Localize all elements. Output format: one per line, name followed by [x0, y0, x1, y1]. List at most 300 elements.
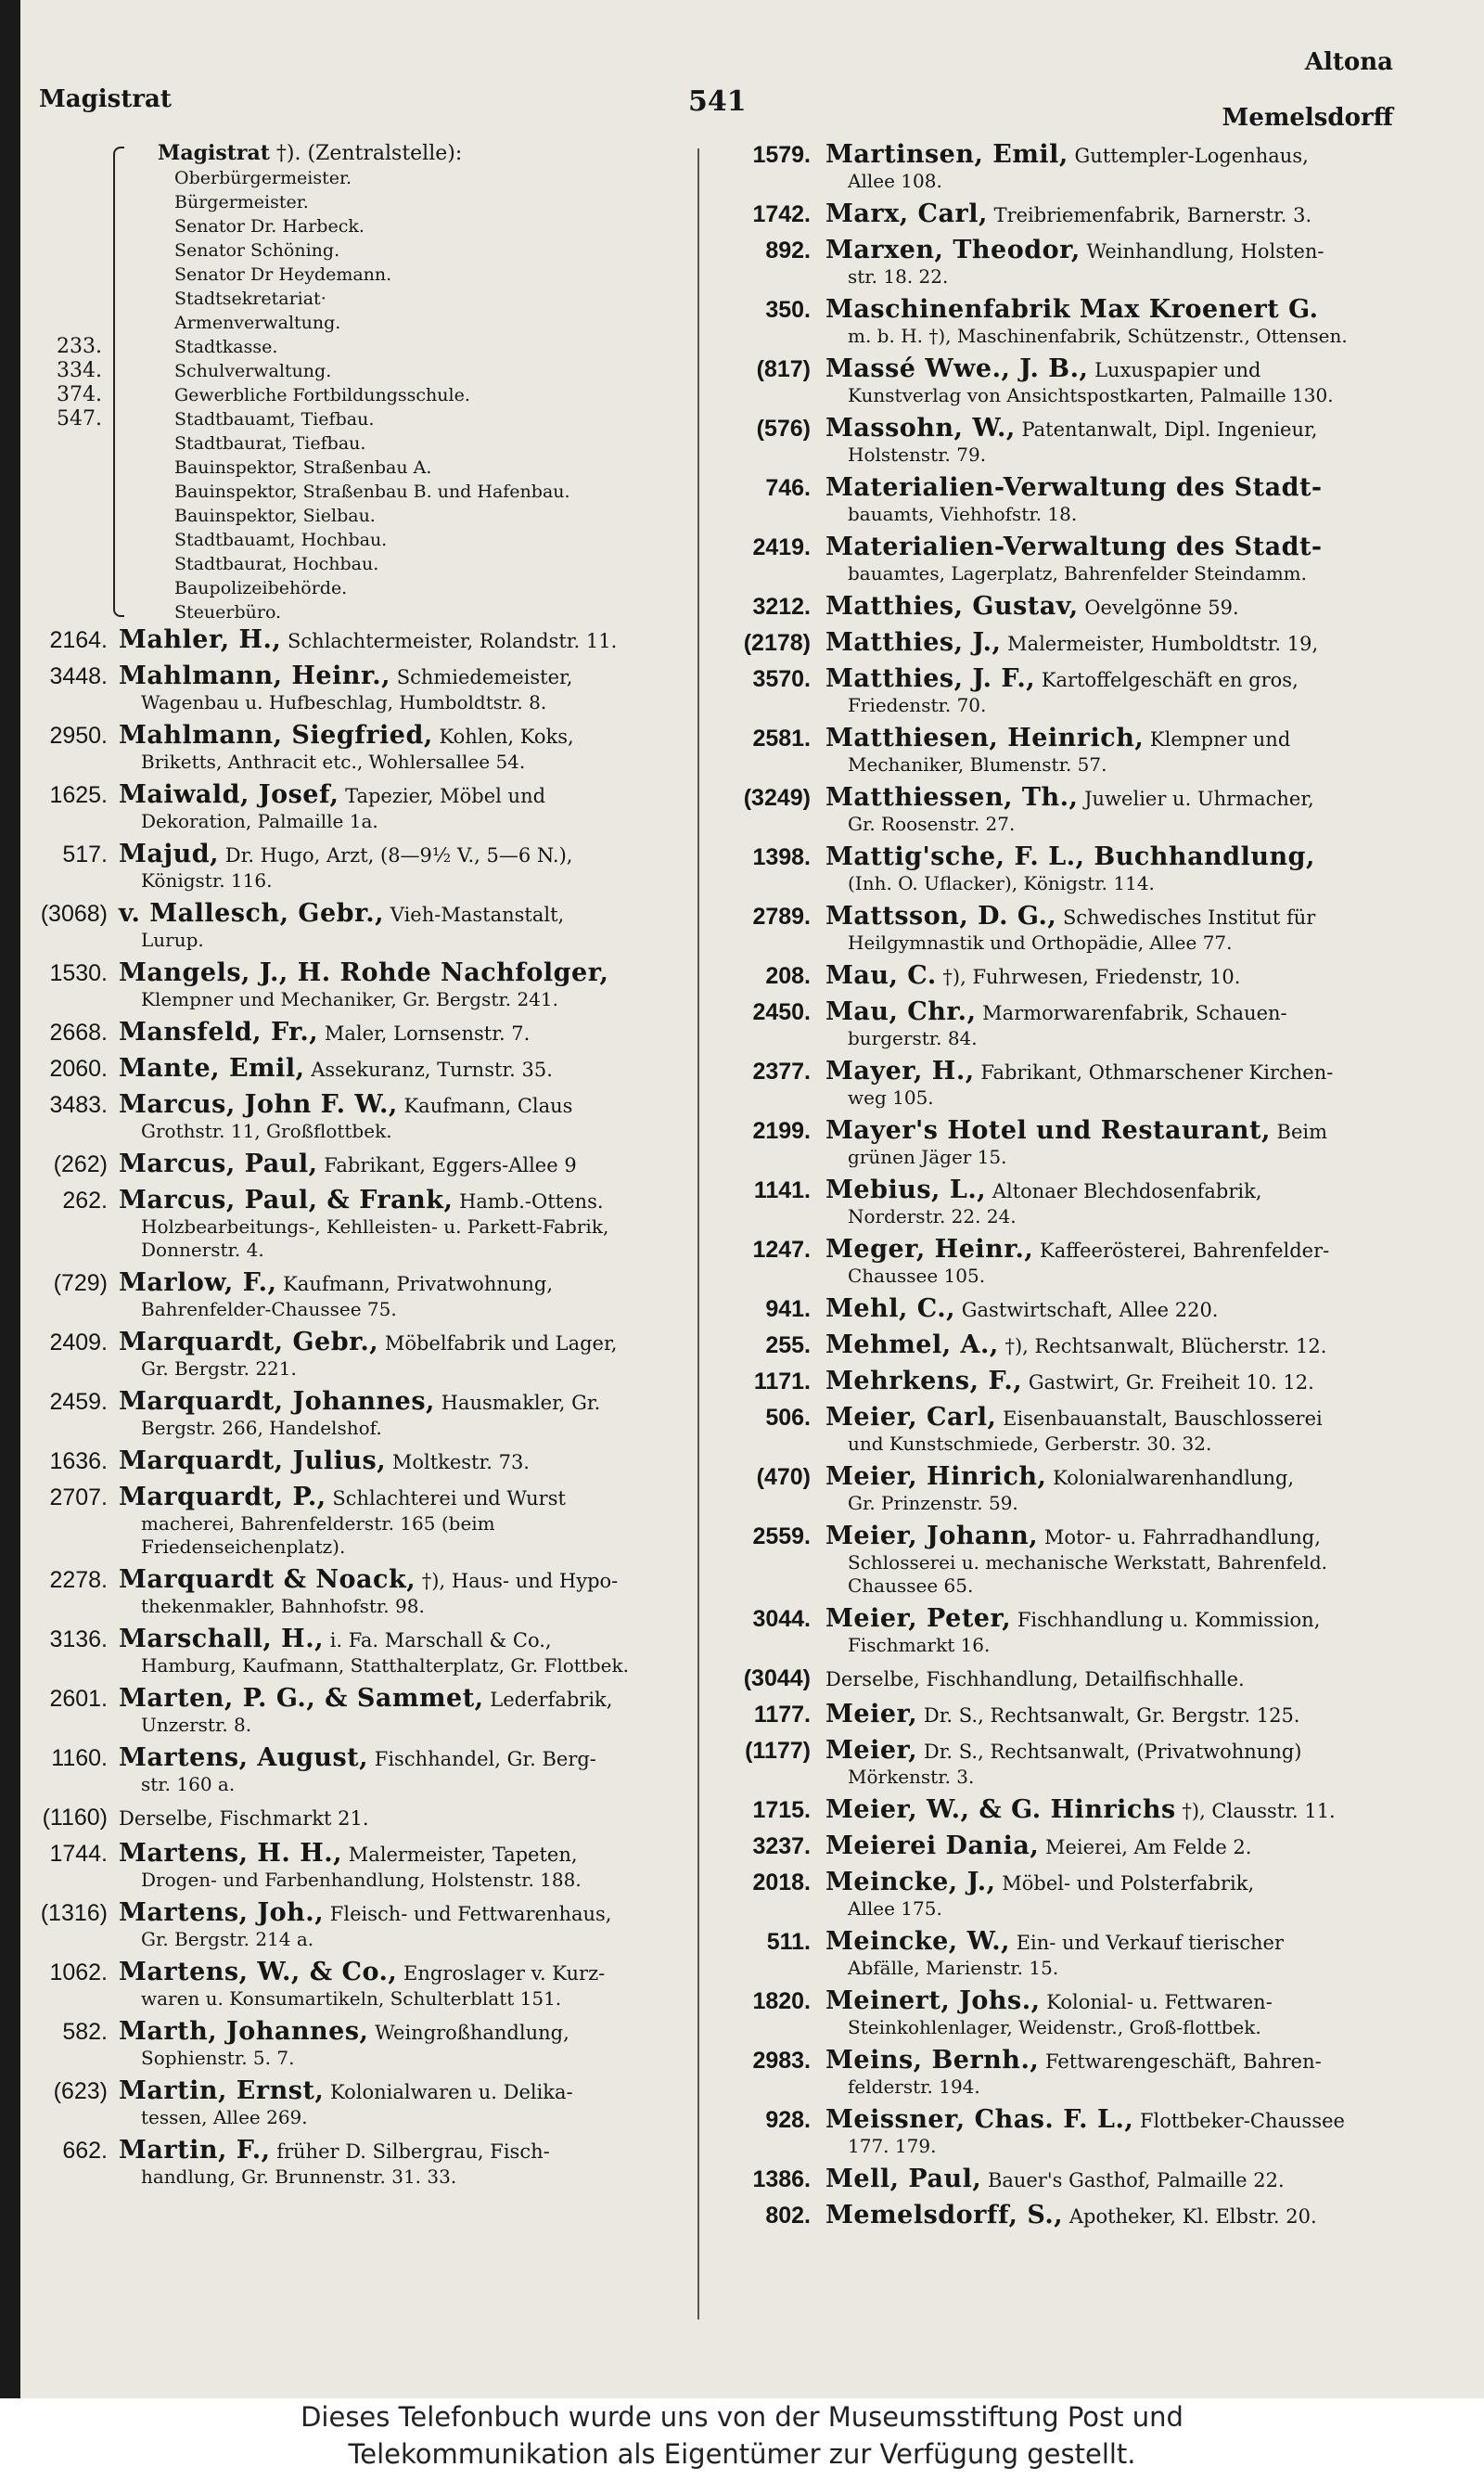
- entry-details: Assekuranz, Turnstr. 35.: [311, 1059, 553, 1081]
- entry-continuation: Friedenstr. 70.: [848, 694, 987, 716]
- magistrat-title: Magistrat: [158, 141, 270, 165]
- entry-continuation: Drogen- und Farbenhandlung, Holstenstr. 188.: [141, 1869, 582, 1891]
- page-number: 541: [688, 85, 747, 118]
- entry-continuation: str. 18. 22.: [848, 265, 949, 288]
- entry-first-line: [119, 1566, 684, 1595]
- entry-name: Martinsen, Emil,: [825, 140, 1068, 169]
- phone-number: (1316): [40, 1900, 108, 1926]
- entry-name: Massohn, W.,: [825, 414, 1016, 443]
- entry-first-line: [825, 1928, 1396, 1957]
- entry-name: Mahlmann, Siegfried,: [119, 721, 433, 750]
- department-name: Senator Schöning.: [174, 240, 340, 261]
- phone-number: 506.: [765, 1405, 811, 1431]
- directory-entry: [714, 1605, 1396, 1657]
- entry-first-line: [119, 626, 684, 655]
- entry-name: Mahler, H.,: [119, 625, 282, 654]
- phone-number: (817): [756, 356, 811, 382]
- directory-entry: [26, 1744, 684, 1796]
- directory-entry: [714, 1869, 1396, 1921]
- entry-first-line: [825, 1523, 1396, 1551]
- entry-name: Meissner, Chas. F. L.,: [825, 2105, 1134, 2134]
- entry-continuation: macherei, Bahrenfelderstr. 165 (beim Friedenseichenplatz).: [141, 1512, 495, 1558]
- entry-continuation: bauamts, Viehhofstr. 18.: [848, 503, 1078, 525]
- entry-first-line: [119, 1744, 684, 1773]
- entry-name: Maschinenfabrik Max Kroenert G.: [825, 295, 1319, 324]
- magistrat-row: [119, 528, 684, 552]
- entry-name: Mehrkens, F.,: [825, 1367, 1023, 1395]
- directory-entry: [26, 1685, 684, 1737]
- entry-details: Weingroßhandlung,: [375, 2022, 569, 2044]
- phone-number: (2178): [743, 630, 811, 656]
- entry-continuation: weg 105.: [848, 1086, 934, 1109]
- directory-entry: [26, 1899, 684, 1951]
- entry-continuation: und Kunstschmiede, Gerberstr. 30. 32.: [848, 1433, 1212, 1455]
- entry-details: Kaffeerösterei, Bahrenfelder-: [1040, 1240, 1330, 1262]
- phone-number: 3237.: [752, 1833, 811, 1859]
- directory-entry: [714, 1796, 1396, 1825]
- phone-number: 1742.: [752, 201, 811, 227]
- entry-first-line: [119, 1269, 684, 1298]
- magistrat-heading: [119, 141, 684, 166]
- phone-number: 802.: [765, 2203, 811, 2229]
- entry-name: Meincke, W.,: [825, 1927, 1010, 1956]
- entry-first-line: [825, 593, 1396, 622]
- entry-name: Martens, W., & Co.,: [119, 1958, 398, 1986]
- directory-entry: [714, 1737, 1396, 1789]
- directory-entry: [26, 1388, 684, 1440]
- directory-entry: [714, 1701, 1396, 1729]
- entry-name: Marxen, Theodor,: [825, 236, 1081, 264]
- entry-name: Marlow, F.,: [119, 1268, 277, 1297]
- magistrat-row: [119, 480, 684, 504]
- directory-entry: [714, 533, 1396, 585]
- left-entry-list: [26, 626, 684, 2189]
- magistrat-row: [119, 214, 684, 238]
- entry-first-line: [825, 1236, 1396, 1265]
- entry-continuation: Allee 175.: [848, 1897, 942, 1920]
- phone-number: 1247.: [752, 1237, 811, 1263]
- entry-details: Kolonialwaren u. Delika-: [329, 2081, 573, 2103]
- entry-first-line: [119, 722, 684, 751]
- entry-continuation: Sophienstr. 5. 7.: [141, 2047, 295, 2069]
- department-name: Baupolizeibehörde.: [174, 578, 348, 598]
- entry-continuation: Hamburg, Kaufmann, Statthalterplatz, Gr. Flottbek.: [141, 1654, 629, 1677]
- directory-entry: [714, 1295, 1396, 1324]
- entry-details: früher D. Silbergrau, Fisch-: [276, 2140, 550, 2163]
- entry-first-line: [825, 1368, 1396, 1396]
- entry-details: Kolonial- u. Fettwaren-: [1046, 1991, 1273, 2013]
- entry-continuation: Wagenbau u. Hufbeschlag, Humboldtstr. 8.: [141, 691, 547, 713]
- directory-entry: [714, 1236, 1396, 1288]
- entry-details: Marmorwarenfabrik, Schauen-: [982, 1002, 1287, 1024]
- entry-details: Moltkestr. 73.: [391, 1451, 530, 1473]
- phone-number: 262.: [62, 1188, 108, 1214]
- entry-first-line: [825, 1737, 1396, 1766]
- phone-number: 2377.: [752, 1059, 811, 1085]
- phone-number: 3570.: [752, 666, 811, 692]
- entry-name: Meier,: [825, 1736, 918, 1765]
- phone-number: 1744.: [49, 1841, 108, 1867]
- directory-entry: [26, 1447, 684, 1476]
- entry-first-line: [825, 2047, 1396, 2075]
- phone-number: 662.: [62, 2138, 108, 2164]
- entry-name: Meier, Peter,: [825, 1604, 1012, 1633]
- entry-name: Meier, Hinrich,: [825, 1462, 1047, 1491]
- directory-entry: [26, 781, 684, 833]
- directory-entry: [714, 784, 1396, 836]
- entry-details: Fabrikant, Eggers-Allee 9: [324, 1154, 577, 1176]
- directory-entry: [26, 959, 684, 1011]
- phone-number: 2559.: [752, 1523, 811, 1549]
- department-name: Stadtbauamt, Hochbau.: [174, 530, 388, 550]
- directory-entry: [714, 629, 1396, 658]
- entry-continuation: handlung, Gr. Brunnenstr. 31. 33.: [141, 2165, 457, 2188]
- entry-name: Marcus, John F. W.,: [119, 1090, 398, 1119]
- department-name: Bauinspektor, Straßenbau B. und Hafenbau.: [174, 482, 570, 502]
- phone-number: 1579.: [752, 142, 811, 168]
- entry-name: Martens, August,: [119, 1743, 369, 1772]
- entry-first-line: [825, 1832, 1396, 1861]
- entry-first-line: [119, 1091, 684, 1120]
- phone-number: 511.: [766, 1929, 811, 1955]
- department-name: Stadtbaurat, Tiefbau.: [174, 433, 366, 454]
- department-name: Bürgermeister.: [174, 192, 309, 212]
- directory-entry: [26, 1804, 684, 1832]
- phone-number: (1177): [745, 1738, 811, 1764]
- entry-name: Marten, P. G., & Sammet,: [119, 1684, 484, 1713]
- entry-details: Altonaer Blechdosenfabrik,: [991, 1180, 1262, 1202]
- entry-first-line: [119, 1685, 684, 1714]
- directory-entry: [714, 474, 1396, 526]
- entry-details: Ein- und Verkauf tierischer: [1016, 1932, 1284, 1954]
- header-city: Altona: [1304, 48, 1393, 76]
- directory-entry: [714, 1117, 1396, 1169]
- directory-entry: [714, 1832, 1396, 1861]
- directory-entry: [714, 1058, 1396, 1110]
- directory-entry: [714, 200, 1396, 229]
- directory-entry: [26, 1091, 684, 1143]
- magistrat-suffix: †). (Zentralstelle):: [269, 142, 463, 165]
- entry-first-line: [119, 1625, 684, 1654]
- entry-details: Tapezier, Möbel und: [345, 785, 546, 807]
- entry-first-line: [119, 2077, 684, 2106]
- entry-first-line: [825, 533, 1396, 562]
- entry-first-line: [119, 662, 684, 691]
- phone-number: 2060.: [49, 1056, 108, 1082]
- entry-details: Dr. Hugo, Arzt, (8—9½ V., 5—6 N.),: [224, 844, 573, 867]
- entry-continuation: waren u. Konsumartikeln, Schulterblatt 151.: [141, 1987, 562, 2010]
- phone-number: 1398.: [752, 844, 811, 870]
- phone-number: 3044.: [752, 1606, 811, 1632]
- entry-first-line: [825, 1295, 1396, 1324]
- entry-name: Matthies, J.,: [825, 628, 1002, 657]
- magistrat-row: [119, 576, 684, 600]
- entry-details: Fabrikant, Othmarschener Kirchen-: [980, 1061, 1334, 1084]
- entry-continuation: Kunstverlag von Ansichtspostkarten, Palmaille 130.: [848, 384, 1334, 406]
- entry-continuation: Mörkenstr. 3.: [848, 1766, 975, 1788]
- directory-entry: [26, 1269, 684, 1321]
- entry-details: Motor- u. Fahrradhandlung,: [1043, 1526, 1321, 1548]
- column-divider: [697, 148, 699, 2319]
- phone-number: 3136.: [49, 1626, 108, 1652]
- entry-details: Kolonialwarenhandlung,: [1053, 1467, 1295, 1489]
- magistrat-row: [119, 287, 684, 311]
- directory-entry: [26, 722, 684, 774]
- magistrat-row: [119, 238, 684, 263]
- entry-details: Schmiedemeister,: [396, 666, 573, 688]
- entry-details: Klempner und: [1149, 728, 1291, 751]
- phone-number: 928.: [765, 2107, 811, 2133]
- directory-entry: [26, 2137, 684, 2189]
- magistrat-row: [57, 335, 684, 359]
- entry-details: Apotheker, Kl. Elbstr. 20.: [1068, 2205, 1317, 2228]
- entry-details: Meierei, Am Felde 2.: [1044, 1836, 1252, 1858]
- phone-number: 1530.: [49, 960, 108, 986]
- phone-number: 1160.: [51, 1745, 108, 1771]
- department-name: Stadtbaurat, Hochbau.: [174, 554, 379, 574]
- entry-first-line: [825, 843, 1396, 872]
- department-name: Stadtbauamt, Tiefbau.: [174, 409, 375, 430]
- phone-number: 1820.: [752, 1988, 811, 2014]
- directory-entry: [26, 1187, 684, 1262]
- entry-name: Martens, Joh.,: [119, 1898, 325, 1927]
- entry-first-line: [119, 900, 684, 929]
- entry-first-line: [119, 1804, 684, 1832]
- entry-first-line: [825, 1869, 1396, 1897]
- department-name: Stadtsekretariat·: [174, 289, 326, 309]
- directory-entry: [26, 1625, 684, 1677]
- page-header: [39, 37, 1393, 139]
- directory-entry: [714, 843, 1396, 895]
- entry-continuation: Heilgymnastik und Orthopädie, Allee 77.: [848, 932, 1233, 954]
- phone-number: 2409.: [49, 1330, 108, 1356]
- entry-details: Schlachterei und Wurst: [332, 1487, 566, 1510]
- phone-number: 547.: [57, 407, 102, 430]
- entry-details: Dr. S., Rechtsanwalt, (Privatwohnung): [923, 1741, 1302, 1763]
- entry-first-line: [119, 841, 684, 869]
- magistrat-row: [57, 359, 684, 383]
- entry-details: †), Haus- und Hypo-: [421, 1570, 619, 1592]
- entry-continuation: Lurup.: [141, 929, 204, 951]
- directory-entry: [26, 1150, 684, 1179]
- entry-continuation: tessen, Allee 269.: [141, 2106, 308, 2128]
- entry-first-line: [119, 1055, 684, 1084]
- right-entry-list: [714, 141, 1396, 2230]
- magistrat-row: [57, 407, 684, 431]
- directory-entry: [714, 962, 1396, 991]
- entry-first-line: [119, 1959, 684, 1987]
- entry-name: Marquardt, Julius,: [119, 1446, 387, 1475]
- entry-name: Mehl, C.,: [825, 1294, 956, 1323]
- entry-name: Mau, C.: [825, 961, 937, 990]
- directory-entry: [714, 1176, 1396, 1228]
- entry-name: Mante, Emil,: [119, 1054, 305, 1083]
- phone-number: 2950.: [49, 723, 108, 749]
- phone-number: 1636.: [49, 1448, 108, 1474]
- entry-first-line: [825, 1176, 1396, 1205]
- header-left: Magistrat: [39, 85, 172, 113]
- entry-name: Marx, Carl,: [825, 199, 988, 228]
- entry-details: Oevelgönne 59.: [1084, 597, 1239, 619]
- entry-first-line: [119, 1388, 684, 1417]
- directory-entry: [714, 1404, 1396, 1456]
- phone-number: 2707.: [49, 1484, 108, 1510]
- phone-number: 2581.: [752, 726, 811, 752]
- entry-first-line: [825, 903, 1396, 932]
- phone-number: (3249): [743, 785, 811, 811]
- phone-number: 2601.: [49, 1686, 108, 1712]
- entry-continuation: Steinkohlenlager, Weidenstr., Groß-flottbek.: [848, 2016, 1261, 2038]
- entry-name: Meier, Carl,: [825, 1403, 997, 1432]
- directory-entry: [26, 2077, 684, 2129]
- entry-continuation: Bahrenfelder-Chaussee 75.: [141, 1298, 397, 1320]
- entry-continuation: Holstenstr. 79.: [848, 443, 987, 466]
- entry-details: Guttempler-Logenhaus,: [1074, 145, 1309, 167]
- directory-entry: [26, 1566, 684, 1618]
- directory-entry: [714, 1928, 1396, 1980]
- department-name: Armenverwaltung.: [174, 313, 341, 333]
- magistrat-row: [119, 552, 684, 576]
- entry-continuation: 177. 179.: [848, 2135, 937, 2157]
- phone-number: 1625.: [49, 782, 108, 808]
- entry-name: Mahlmann, Heinr.,: [119, 662, 391, 690]
- directory-entry: [26, 900, 684, 952]
- phone-number: (729): [53, 1270, 108, 1296]
- entry-first-line: [825, 1796, 1396, 1825]
- entry-first-line: [119, 959, 684, 988]
- entry-name: Meger, Heinr.,: [825, 1235, 1034, 1264]
- entry-continuation: Allee 108.: [848, 170, 942, 192]
- entry-first-line: [825, 474, 1396, 503]
- department-name: Gewerbliche Fortbildungsschule.: [174, 385, 470, 405]
- entry-continuation: (Inh. O. Uflacker), Königstr. 114.: [848, 872, 1155, 894]
- directory-entry: [714, 903, 1396, 955]
- entry-name: Marschall, H.,: [119, 1625, 324, 1653]
- entry-first-line: [825, 784, 1396, 813]
- left-column: [26, 141, 684, 2196]
- entry-details: Weinhandlung, Holsten-: [1086, 240, 1324, 263]
- entry-name: Materialien-Verwaltung des Stadt-: [825, 533, 1323, 561]
- directory-entry: [714, 1331, 1396, 1360]
- entry-continuation: Fischmarkt 16.: [848, 1634, 991, 1656]
- directory-entry: [26, 1959, 684, 2011]
- directory-entry: [714, 665, 1396, 717]
- entry-details: Möbelfabrik und Lager,: [384, 1332, 618, 1355]
- entry-continuation: Norderstr. 22. 24.: [848, 1205, 1017, 1227]
- entry-first-line: [825, 962, 1396, 991]
- directory-entry: [714, 1463, 1396, 1515]
- phone-number: 2668.: [49, 1020, 108, 1046]
- entry-name: Meinert, Johs.,: [825, 1986, 1041, 2015]
- entry-first-line: [825, 355, 1396, 384]
- entry-details: †), Fuhrwesen, Friedenstr, 10.: [942, 966, 1241, 988]
- entry-continuation: m. b. H. †), Maschinenfabrik, Schützenstr., Ottensen.: [848, 325, 1348, 347]
- phone-number: 3212.: [752, 594, 811, 620]
- entry-continuation: Gr. Prinzenstr. 59.: [848, 1492, 1018, 1514]
- entry-first-line: [825, 200, 1396, 229]
- entry-continuation: Unzerstr. 8.: [141, 1714, 252, 1736]
- entry-name: Meier, W., & G. Hinrichs: [825, 1795, 1176, 1824]
- phone-number: 2199.: [752, 1118, 811, 1144]
- entry-first-line: [825, 1058, 1396, 1086]
- entry-first-line: [119, 781, 684, 810]
- entry-first-line: [119, 2018, 684, 2047]
- directory-entry: [26, 626, 684, 655]
- directory-entry: [714, 296, 1396, 348]
- entry-continuation: Schlosserei u. mechanische Werkstatt, Bahrenfeld. Chaussee 65.: [848, 1551, 1327, 1597]
- directory-entry: [714, 2165, 1396, 2194]
- entry-continuation: Königstr. 116.: [141, 869, 273, 892]
- phone-number: (3044): [743, 1665, 811, 1691]
- entry-first-line: [119, 1329, 684, 1357]
- entry-name: Mansfeld, Fr.,: [119, 1018, 319, 1047]
- directory-entry: [714, 998, 1396, 1050]
- entry-name: Matthies, J. F.,: [825, 664, 1036, 693]
- entry-name: v. Mallesch, Gebr.,: [119, 899, 385, 928]
- phone-number: 2450.: [752, 999, 811, 1025]
- entry-name: Mell, Paul,: [825, 2165, 982, 2193]
- entry-details: Luxuspapier und: [1094, 359, 1261, 381]
- phone-number: 2164.: [49, 627, 108, 653]
- entry-name: Mattsson, D. G.,: [825, 902, 1057, 931]
- entry-details: Beim: [1276, 1121, 1328, 1143]
- entry-details: Möbel- und Polsterfabrik,: [1002, 1872, 1255, 1895]
- entry-name: Mayer, H.,: [825, 1057, 975, 1086]
- entry-first-line: [119, 1019, 684, 1047]
- entry-details: Maler, Lornsenstr. 7.: [324, 1022, 531, 1045]
- phone-number: (470): [756, 1464, 811, 1490]
- entry-first-line: [825, 629, 1396, 658]
- entry-continuation: Abfälle, Marienstr. 15.: [848, 1957, 1059, 1979]
- phone-number: (576): [756, 416, 811, 442]
- phone-number: 2983.: [752, 2048, 811, 2074]
- department-name: Senator Dr. Harbeck.: [174, 216, 365, 237]
- entry-details: Malermeister, Humboldtstr. 19,: [1007, 633, 1319, 655]
- entry-details: Hausmakler, Gr.: [441, 1392, 601, 1414]
- directory-entry: [714, 415, 1396, 467]
- entry-first-line: [825, 665, 1396, 694]
- entry-name: Matthiessen, Th.,: [825, 783, 1079, 812]
- directory-entry: [714, 1368, 1396, 1396]
- entry-continuation: Briketts, Anthracit etc., Wohlersallee 54.: [141, 751, 526, 773]
- directory-entry: [714, 141, 1396, 193]
- entry-details: Derselbe, Fischhandlung, Detailfischhalle.: [825, 1668, 1245, 1690]
- entry-continuation: Gr. Roosenstr. 27.: [848, 813, 1016, 835]
- directory-entry: [26, 662, 684, 714]
- entry-name: Martin, Ernst,: [119, 2076, 325, 2105]
- directory-entry: [714, 725, 1396, 777]
- entry-name: Mangels, J., H. Rohde Nachfolger,: [119, 958, 609, 987]
- entry-first-line: [119, 1447, 684, 1476]
- department-name: Oberbürgermeister.: [174, 168, 352, 188]
- entry-first-line: [825, 1117, 1396, 1146]
- entry-details: Fischhandlung u. Kommission,: [1017, 1609, 1321, 1631]
- entry-first-line: [825, 1463, 1396, 1492]
- phone-number: 941.: [765, 1296, 811, 1322]
- directory-entry: [714, 1987, 1396, 2039]
- directory-entry: [26, 2018, 684, 2070]
- directory-entry: [714, 2106, 1396, 2158]
- phone-number: 2419.: [752, 534, 811, 560]
- entry-continuation: Gr. Bergstr. 214 a.: [141, 1928, 314, 1950]
- entry-name: Mau, Chr.,: [825, 997, 977, 1026]
- magistrat-row: [57, 383, 684, 407]
- entry-details: Flottbeker-Chaussee: [1139, 2110, 1345, 2132]
- entry-first-line: [119, 1899, 684, 1928]
- department-name: Schulverwaltung.: [174, 361, 332, 381]
- entry-name: Meier, Johann,: [825, 1522, 1039, 1550]
- phone-number: 517.: [62, 842, 108, 867]
